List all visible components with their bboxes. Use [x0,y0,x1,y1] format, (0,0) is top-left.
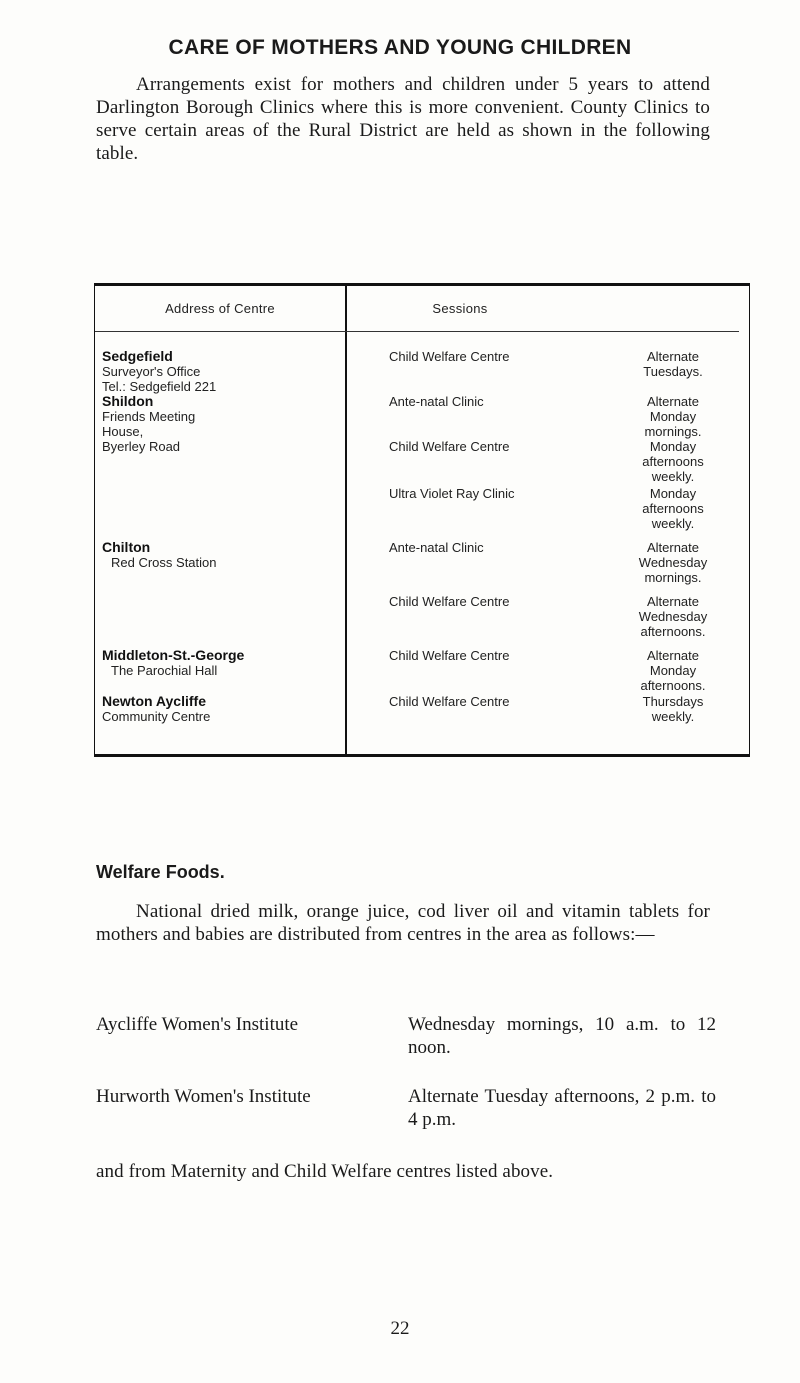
session-type: Ultra Violet Ray Clinic [389,486,515,501]
address-newton-aycliffe [95,694,345,724]
when-line: Wednesday [638,609,708,624]
session-type: Child Welfare Centre [389,349,510,364]
when-line: afternoons. [640,678,706,693]
distribution-row [96,1085,716,1131]
address-line: Red Cross Station [111,555,217,570]
column-divider [345,283,347,757]
when-line: Monday [649,439,697,454]
address-line: The Parochial Hall [111,663,218,678]
address-chilton [95,540,345,570]
session-when [598,648,748,693]
intro-paragraph: Arrangements exist for mothers and children under 5 years to attend Darlington Borough Clinics where this is more convenient. County Clinics to serve certain areas of the Rural District are held as shown in the following table. [96,74,710,164]
welfare-foods-paragraph: National dried milk, orange juice, cod liver oil and vitamin tablets for mothers and babies are distributed from centres in the area as follows:— [96,901,710,945]
session-type: Child Welfare Centre [389,694,510,709]
session-type: Child Welfare Centre [389,648,510,663]
session-type: Ante-natal Clinic [389,394,484,409]
address-line: Byerley Road [102,439,181,454]
welfare-foods-heading: Welfare Foods. [96,862,225,882]
when-line: afternoons [642,454,704,469]
address-line: Friends Meeting [102,409,196,424]
session-when [598,594,748,639]
when-line: weekly. [651,709,695,724]
session-when [598,439,748,484]
address-name: Shildon [102,393,154,409]
when-line: Alternate [646,540,700,555]
when-line: Alternate [646,394,700,409]
session-when [598,540,748,585]
distribution-place: Hurworth Women's Institute [96,1086,311,1107]
address-shildon [95,394,345,454]
header-sessions: Sessions [432,301,488,316]
when-line: Thursdays [642,694,704,709]
session-when [598,486,748,531]
address-line: Tel.: Sedgefield 221 [102,379,217,394]
distribution-time: Alternate Tuesday afternoons, 2 p.m. to 4 p.m. [408,1086,716,1130]
distribution-place: Aycliffe Women's Institute [96,1014,299,1035]
session-when [598,349,748,379]
address-line: Community Centre [102,709,211,724]
session-type: Child Welfare Centre [389,594,510,609]
page-number: 22 [390,1318,410,1339]
when-line: afternoons [642,501,704,516]
when-line: Wednesday [638,555,708,570]
address-line: Surveyor's Office [102,364,201,379]
header-divider [95,331,739,332]
address-middleton [95,648,345,678]
session-type: Ante-natal Clinic [389,540,484,555]
address-name: Sedgefield [102,348,173,364]
when-line: Tuesdays. [643,364,703,379]
when-line: Monday [649,663,697,678]
when-line: Monday [649,409,697,424]
when-line: mornings. [644,424,702,439]
when-line: Monday [649,486,697,501]
header-address: Address of Centre [165,301,275,316]
address-name: Newton Aycliffe [102,693,206,709]
clinic-table [94,283,750,757]
address-line: House, [102,424,144,439]
when-line: weekly. [651,469,695,484]
when-line: mornings. [644,570,702,585]
page-title: CARE OF MOTHERS AND YOUNG CHILDREN [168,36,632,59]
address-sedgefield [95,349,345,394]
when-line: Alternate [646,594,700,609]
session-when [598,694,748,724]
when-line: Alternate [646,349,700,364]
address-name: Chilton [102,539,151,555]
session-when [598,394,748,439]
distribution-row [96,1013,716,1059]
session-type: Child Welfare Centre [389,439,510,454]
address-name: Middleton-St.-George [102,647,245,663]
when-line: afternoons. [640,624,706,639]
when-line: Alternate [646,648,700,663]
when-line: weekly. [651,516,695,531]
distribution-time: Wednesday mornings, 10 a.m. to 12 noon. [408,1014,716,1058]
closing-paragraph: and from Maternity and Child Welfare centres listed above. [96,1161,554,1182]
